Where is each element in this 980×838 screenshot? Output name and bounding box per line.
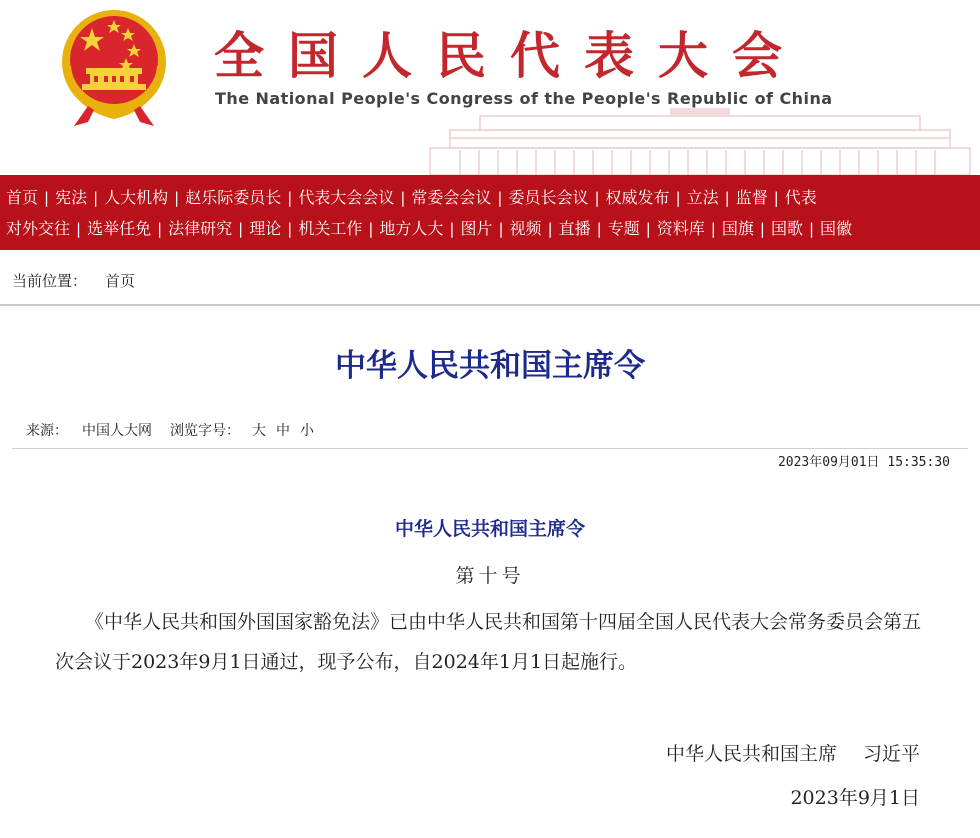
nav-item[interactable]: 监督 bbox=[735, 188, 768, 207]
nav-separator: | bbox=[497, 189, 503, 207]
nav-separator: | bbox=[368, 220, 374, 238]
main-nav bbox=[0, 175, 980, 250]
breadcrumb-divider bbox=[0, 304, 980, 306]
breadcrumb bbox=[12, 266, 135, 296]
nav-item[interactable]: 视频 bbox=[509, 219, 542, 238]
nav-item[interactable]: 直播 bbox=[558, 219, 591, 238]
nav-separator: | bbox=[157, 220, 163, 238]
page-title: 中华人民共和国主席令 bbox=[335, 348, 645, 384]
nav-item[interactable]: 地方人大 bbox=[379, 219, 444, 238]
nav-item[interactable]: 图片 bbox=[460, 219, 493, 238]
nav-separator: | bbox=[773, 189, 779, 207]
nav-item[interactable]: 资料库 bbox=[656, 219, 705, 238]
nav-separator: | bbox=[645, 220, 651, 238]
font-size-medium-button[interactable]: 中 bbox=[276, 423, 290, 439]
nav-separator: | bbox=[675, 189, 681, 207]
national-emblem-icon bbox=[58, 6, 170, 128]
nav-item[interactable]: 首页 bbox=[6, 188, 39, 207]
great-hall-silhouette bbox=[420, 108, 980, 175]
nav-item[interactable]: 委员长会议 bbox=[508, 188, 589, 207]
nav-row-2 bbox=[0, 214, 858, 244]
nav-separator: | bbox=[547, 220, 553, 238]
source-label: 来源： bbox=[26, 423, 68, 439]
nav-item[interactable]: 对外交往 bbox=[6, 219, 71, 238]
nav-item[interactable]: 国徽 bbox=[820, 219, 853, 238]
nav-separator: | bbox=[498, 220, 504, 238]
nav-separator: | bbox=[287, 189, 293, 207]
nav-item[interactable]: 专题 bbox=[607, 219, 640, 238]
site-title: 全国人民代表大会 bbox=[214, 27, 806, 85]
nav-item[interactable]: 机关工作 bbox=[298, 219, 363, 238]
order-number: 第十号 bbox=[455, 565, 525, 587]
nav-item[interactable]: 国旗 bbox=[721, 219, 754, 238]
nav-separator: | bbox=[76, 220, 82, 238]
nav-separator: | bbox=[287, 220, 293, 238]
nav-item[interactable]: 代表大会会议 bbox=[298, 188, 395, 207]
nav-separator: | bbox=[594, 189, 600, 207]
nav-separator: | bbox=[724, 189, 730, 207]
font-size-large-button[interactable]: 大 bbox=[252, 423, 266, 439]
nav-separator: | bbox=[596, 220, 602, 238]
breadcrumb-home-link[interactable]: 首页 bbox=[105, 272, 136, 290]
site-header bbox=[0, 0, 980, 175]
publish-time: 2023年09月01日 15:35:30 bbox=[777, 455, 950, 470]
nav-separator: | bbox=[174, 189, 180, 207]
nav-item[interactable]: 国歌 bbox=[770, 219, 803, 238]
site-subtitle: The National People's Congress of the People's Republic of China bbox=[215, 89, 833, 108]
source-name: 中国人大网 bbox=[82, 423, 152, 439]
nav-separator: | bbox=[238, 220, 244, 238]
nav-item[interactable]: 赵乐际委员长 bbox=[185, 188, 282, 207]
nav-item[interactable]: 人大机构 bbox=[104, 188, 169, 207]
nav-row-1 bbox=[0, 183, 823, 213]
nav-item[interactable]: 代表 bbox=[784, 188, 817, 207]
nav-separator: | bbox=[808, 220, 815, 238]
breadcrumb-label: 当前位置： bbox=[12, 272, 88, 290]
signer-name: 习近平 bbox=[862, 743, 920, 765]
nav-item[interactable]: 立法 bbox=[686, 188, 719, 207]
nav-item[interactable]: 法律研究 bbox=[168, 219, 233, 238]
nav-separator: | bbox=[93, 189, 99, 207]
signature-line bbox=[666, 738, 920, 770]
nav-separator: | bbox=[759, 220, 765, 238]
nav-item[interactable]: 常委会会议 bbox=[411, 188, 492, 207]
nav-separator: | bbox=[400, 189, 406, 207]
font-size-label: 浏览字号： bbox=[170, 423, 240, 439]
sign-date: 2023年9月1日 bbox=[790, 787, 920, 809]
nav-item[interactable]: 选举任免 bbox=[87, 219, 152, 238]
nav-item[interactable]: 宪法 bbox=[55, 188, 88, 207]
order-body: 《中华人民共和国外国国家豁免法》已由中华人民共和国第十四届全国人民代表大会常务委员会第五次会议于2023年9月1日通过，现予公布，自2024年1月1日起施行。 bbox=[55, 611, 922, 673]
nav-item[interactable]: 权威发布 bbox=[605, 188, 670, 207]
meta-divider bbox=[12, 448, 968, 449]
signer-title: 中华人民共和国主席 bbox=[665, 743, 837, 765]
order-title: 中华人民共和国主席令 bbox=[394, 518, 585, 540]
article-meta bbox=[26, 418, 314, 444]
font-size-small-button[interactable]: 小 bbox=[300, 423, 314, 439]
nav-item[interactable]: 理论 bbox=[249, 219, 282, 238]
nav-separator: | bbox=[44, 189, 50, 207]
nav-separator: | bbox=[449, 220, 455, 238]
nav-separator: | bbox=[710, 220, 716, 238]
